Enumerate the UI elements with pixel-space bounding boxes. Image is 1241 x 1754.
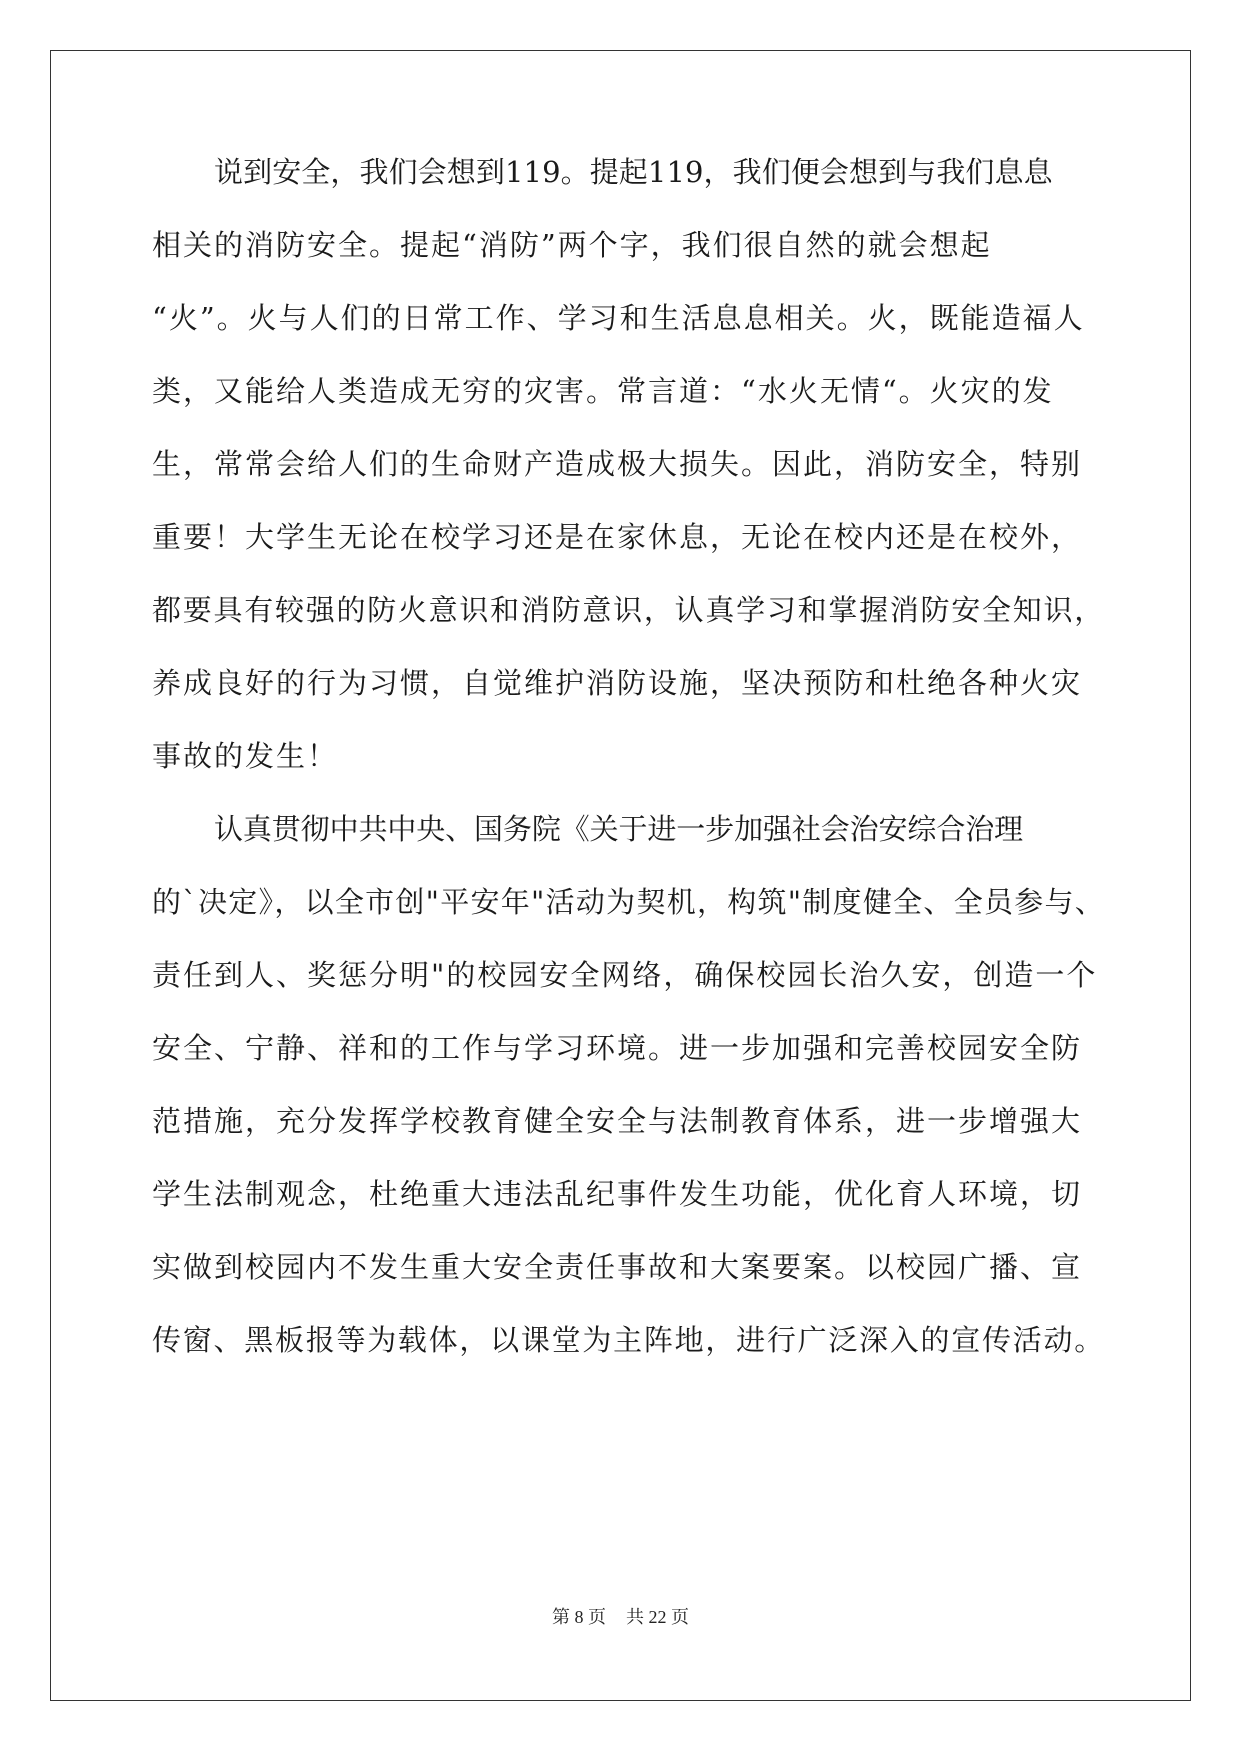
paragraph-1-line-7: 都要具有较强的防火意识和消防意识，认真学习和掌握消防安全知识，	[152, 593, 1106, 627]
paragraph-2-line-2: 的`决定》，以全市创"平安年"活动为契机，构筑"制度健全、全员参与、	[152, 885, 1106, 919]
paragraph-2-line-1: 认真贯彻中共中央、国务院《关于进一步加强社会治安综合治理	[214, 812, 1024, 846]
paragraph-1-line-5: 生，常常会给人们的生命财产造成极大损失。因此，消防安全，特别	[152, 447, 1083, 481]
paragraph-1-line-6: 重要！大学生无论在校学习还是在家休息，无论在校内还是在校外，	[152, 520, 1083, 554]
paragraph-2-line-8: 传窗、黑板报等为载体，以课堂为主阵地，进行广泛深入的宣传活动。	[152, 1323, 1106, 1357]
paragraph-2-line-6: 学生法制观念，杜绝重大违法乱纪事件发生功能，优化育人环境，切	[152, 1177, 1083, 1211]
paragraph-1-line-4: 类，又能给人类造成无穷的灾害。常言道：“水火无情“。火灾的发	[152, 374, 1054, 408]
paragraph-1-line-1: 说到安全，我们会想到119。提起119，我们便会想到与我们息息	[214, 155, 1053, 189]
paragraph-2-line-7: 实做到校园内不发生重大安全责任事故和大案要案。以校园广播、宣	[152, 1250, 1083, 1284]
paragraph-2-line-3: 责任到人、奖惩分明"的校园安全网络，确保校园长治久安，创造一个	[152, 958, 1098, 992]
paragraph-2-line-5: 范措施，充分发挥学校教育健全安全与法制教育体系，进一步增强大	[152, 1104, 1083, 1138]
paragraph-1-line-9: 事故的发生！	[152, 739, 339, 773]
paragraph-1-line-8: 养成良好的行为习惯，自觉维护消防设施，坚决预防和杜绝各种火灾	[152, 666, 1083, 700]
paragraph-2-line-4: 安全、宁静、祥和的工作与学习环境。进一步加强和完善校园安全防	[152, 1031, 1083, 1065]
paragraph-1-line-2: 相关的消防安全。提起“消防”两个字，我们很自然的就会想起	[152, 228, 992, 262]
paragraph-1-line-3: “火”。火与人们的日常工作、学习和生活息息相关。火，既能造福人	[152, 301, 1085, 335]
page-total: 共 22 页	[626, 1607, 689, 1627]
page-footer	[0, 1605, 1241, 1629]
page-number: 第 8 页	[552, 1607, 606, 1627]
